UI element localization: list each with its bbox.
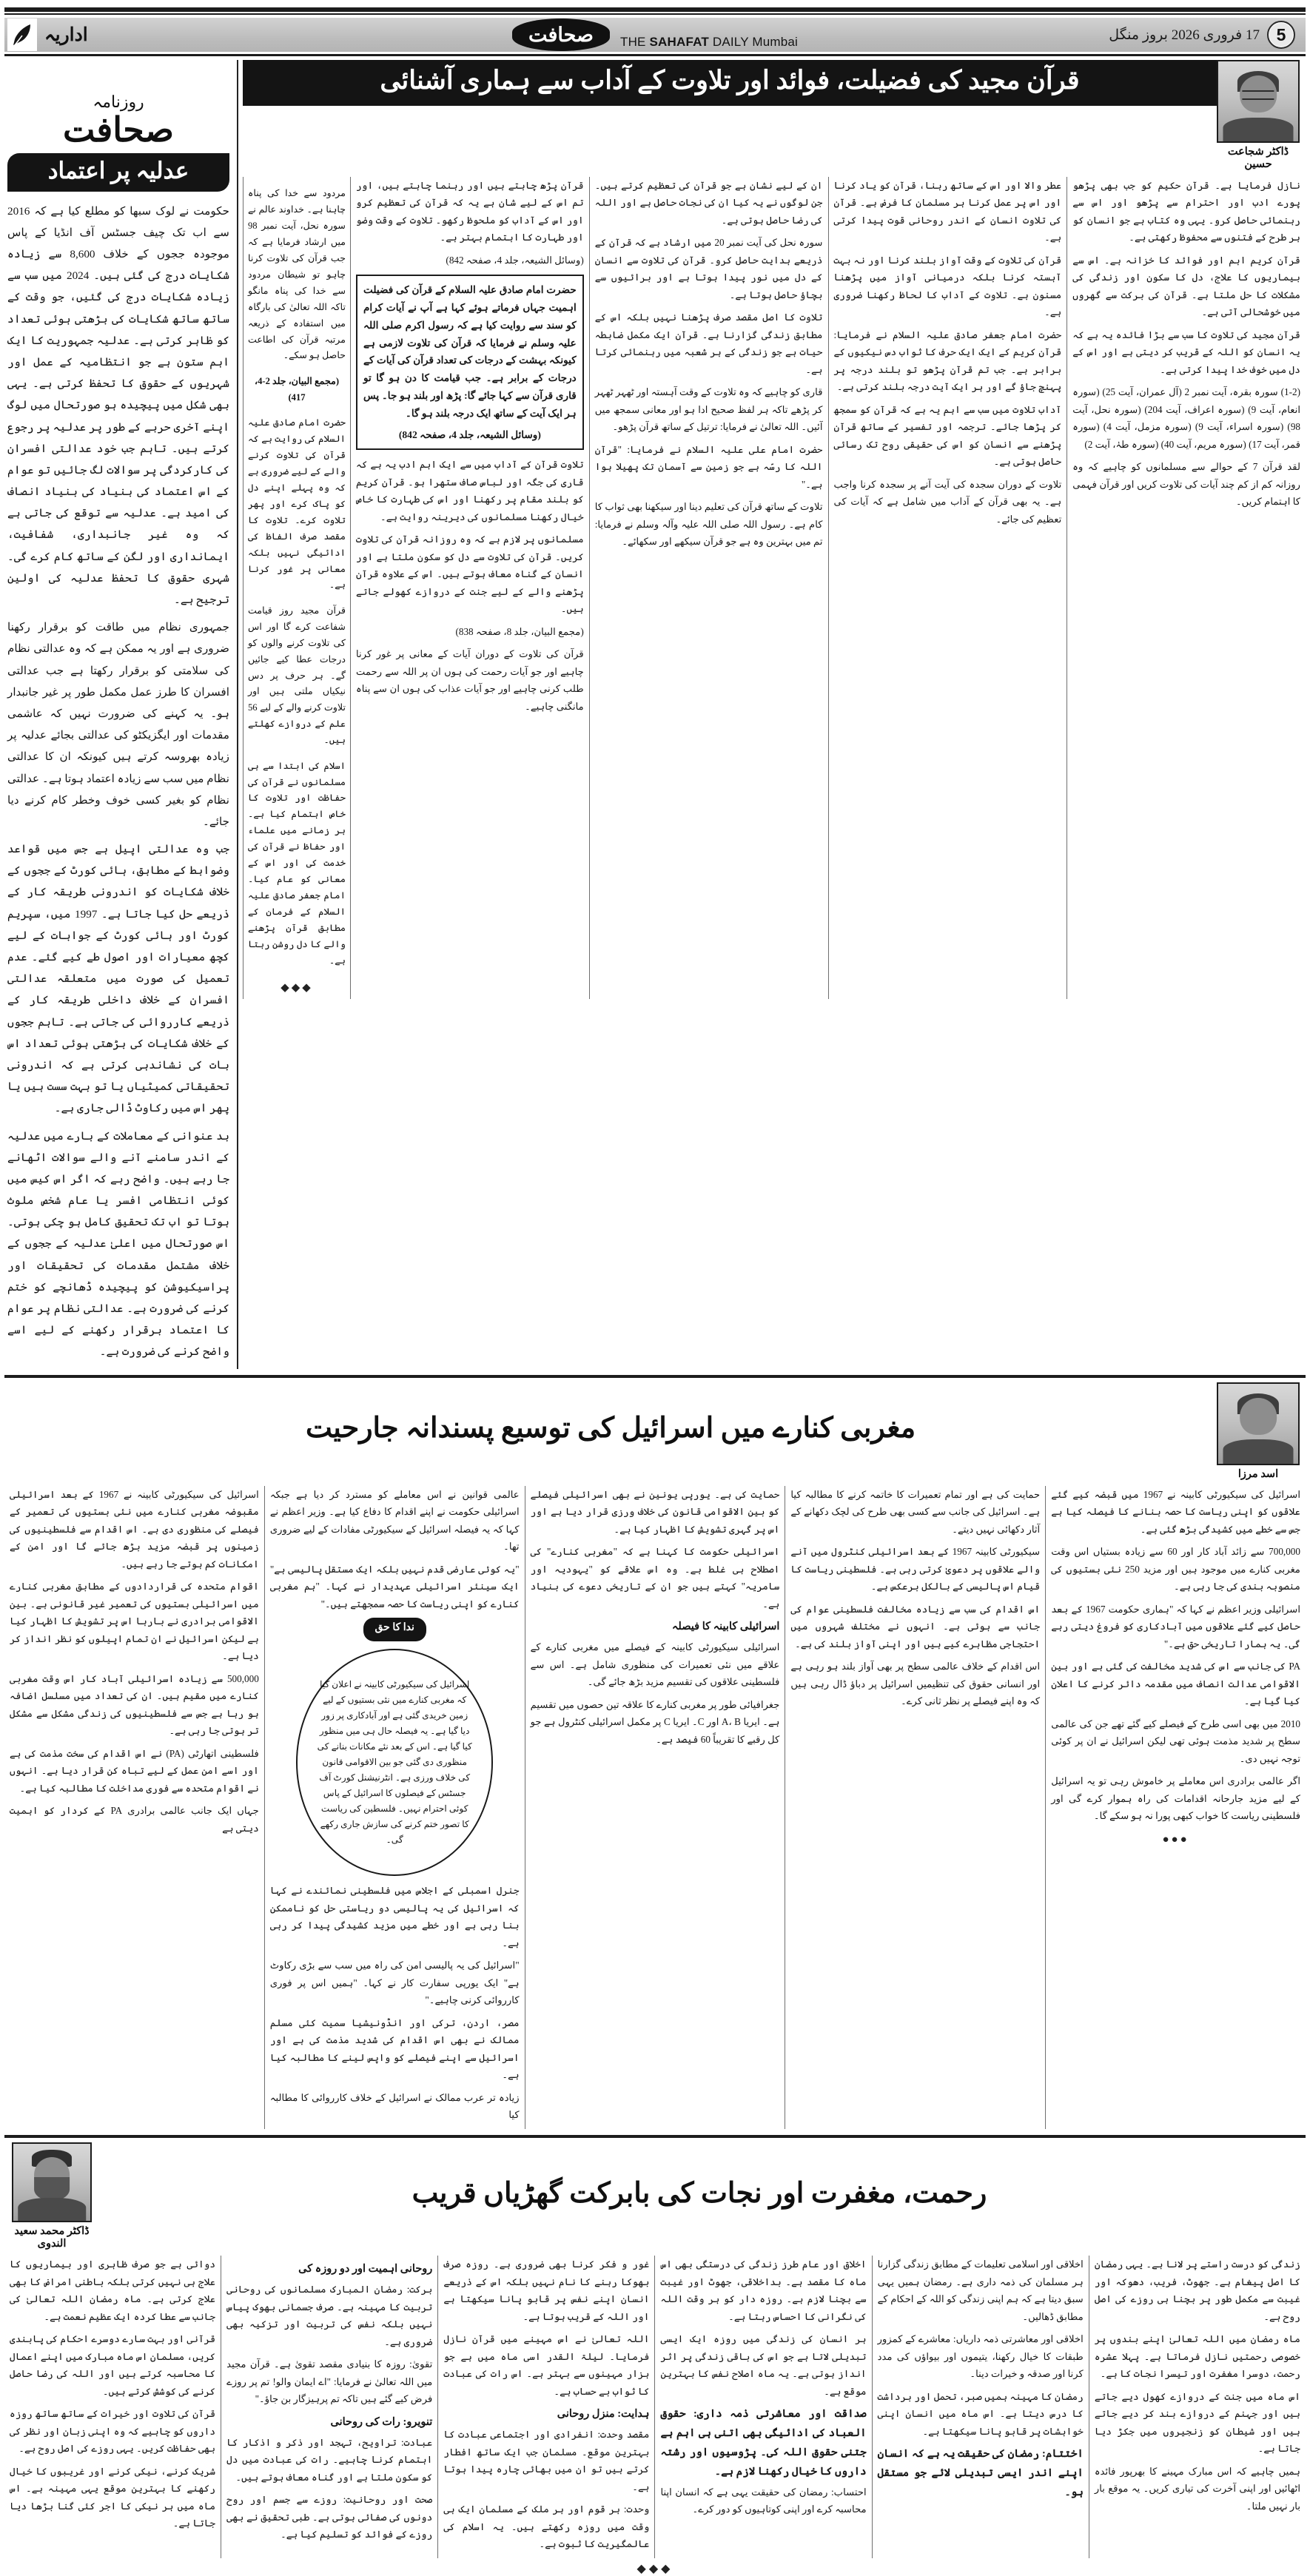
paragraph: قرآن کی تلاوت کے دوران آیات کے معانی پر غور کرنا چاہیے اور جو آیات رحمت کی ہوں ان پر اللہ سے رحمت طلب کرنی چاہیے اور جو آیات عذاب کی ہوں ان سے پناہ مانگنی چاہیے۔ xyxy=(356,648,584,712)
masthead-right xyxy=(4,19,88,51)
column-divider xyxy=(237,60,238,1369)
paragraph: اقوام متحدہ کی قراردادوں کے مطابق مغربی کنارے میں اسرائیلی بستیوں کی تعمیر غیر قانونی ہے۔ بین الاقوامی برادری نے بارہا اس پر تشویش کا اظہار کیا ہے لیکن اسرائیل نے ان تمام اپیلوں کو نظر انداز کر دیا ہے۔ xyxy=(10,1581,259,1662)
paragraph: بد عنوانی کے معاملات کے بارے میں عدلیہ کے اندر سامنے آنے والے سوالات اٹھانے جا رہے ہیں۔ واضح رہے کہ اگر اس کیس میں کوئی انتظامی افسر یا عام شخص ملوث ہوتا تو اب تک تحقیق کامل ہو چکی ہوتی۔ اس صورتحال میں اعلیٰ عدلیہ کے ججوں کے خلاف مشتمل مقدمات کی تحقیقات اور پراسیکیوشن کو پیچیدہ ڈھانچے کو ختم کرنے کی ضرورت ہے۔ عدالتی نظام پر عوام کا اعتماد برقرار رکھنے کے لیے اسے واضح کرنے کی ضرورت ہے۔ xyxy=(7,1129,229,1359)
paragraph: عبادت: تراویح، تہجد اور ذکر و اذکار کا اہتمام کرنا چاہیے۔ رات کی عبادت میں دل کو سکون ملتا ہے اور گناہ معاف ہوتے ہیں۔ xyxy=(226,2436,433,2483)
section-label: اداریہ xyxy=(44,25,88,45)
page-number-badge: 5 xyxy=(1267,21,1295,49)
tagline-brand: SAHAFAT xyxy=(649,35,709,49)
article-ramadan-author-block xyxy=(10,2142,93,2251)
masthead-top-rule xyxy=(4,7,1306,12)
article-ramadan-subhead: تنویرو: رات کی روحانی xyxy=(330,2415,433,2428)
paragraph: جنرل اسمبلی کے اجلاس میں فلسطینی نمائندے نے کہا کہ اسرائیل کی یہ پالیسی دو ریاستی حل کو ناممکن بنا رہی ہے اور خطے میں مزید کشیدگی پیدا کر رہی ہے۔ xyxy=(269,1885,520,1948)
article-quran-header xyxy=(243,60,1306,172)
article-ramadan-headline: رحمت، مغفرت اور نجات کی بابرکت گھڑیاں قریب xyxy=(412,2177,987,2209)
tagline-suffix: DAILY Mumbai xyxy=(708,35,799,49)
paragraph: نازل فرمایا ہے۔ قرآن حکیم کو جب بھی پڑھو پورے ادب اور احترام سے پڑھو اور اس سے رہنمائی حاصل کرو۔ یہی وہ کتاب ہے جو انسان کو ہر طرح کے فتنوں سے محفوظ رکھتی ہے۔ xyxy=(1072,179,1300,243)
paragraph: تلاوت کے ساتھ قرآن کی تعلیم دینا اور سیکھنا بھی ثواب کا کام ہے۔ رسول اللہ صلی اللہ علیہ وآلہ وسلم نے فرمایا: تم میں بہترین وہ ہے جو قرآن سیکھے اور سکھائے۔ xyxy=(594,501,823,548)
paragraph: احتساب: رمضان کی حقیقت یہی ہے کہ انسان اپنا محاسبہ کرے اور اپنی کوتاہیوں کو دور کرے۔ xyxy=(660,2486,867,2515)
article-ramadan-subhead: ہدایت: منزل روحانی xyxy=(557,2408,650,2421)
paragraph: ان کے لیے نشان ہے جو قرآن کی تعظیم کرتے ہیں۔ جن لوگوں نے یہ کیا ان کی نجات حاصل ہے اور اللہ کی رضا حاصل ہوتی ہے۔ xyxy=(594,179,823,226)
tagline-prefix: THE xyxy=(619,35,650,49)
band-divider-1 xyxy=(4,1375,1306,1378)
band-divider-2 xyxy=(4,2135,1306,2138)
article-westbank-header xyxy=(4,1382,1306,1481)
pullquote-text: حضرت امام صادق علیہ السلام کے قرآن کی فضیلت اہمیت جہاں فرماتے ہوئے کہا ہے آپ نے آیات کرام کو سند سے روایت کیا ہے کہ رسول اکرم صلی اللہ علیہ وسلم نے فرمایا کہ قرآن کی تلاوت لازمی ہے کیونکہ بہشت کے درجات کی تعداد قرآن کی آیات کے درجات کے برابر ہے۔ جب قیامت کا دن ہو گا تو قاری قرآن سے کہا جائے گا: پڑھ اور بلند ہو جا۔ پس ہر ایک آیت کے ساتھ ایک درجہ بلند ہو گا۔ xyxy=(363,284,577,419)
paragraph: اسرائیلی سیکیورٹی کابینہ کے فیصلے میں مغربی کنارے کے علاقے میں نئی تعمیرات کی منظوری شامل ہے۔ اس سے فلسطینی علاقوں کی تقسیم مزید بڑھ جائے گی۔ xyxy=(530,1641,780,1688)
paragraph: صحت اور روحانیت: روزے سے جسم اور روح دونوں کی صفائی ہوتی ہے۔ طبی تحقیق نے بھی روزے کے فوائد کو تسلیم کیا ہے۔ xyxy=(226,2494,433,2540)
article-ramadan-col-4 xyxy=(654,2256,871,2557)
paragraph: تلاوت کا اصل مقصد صرف پڑھنا نہیں بلکہ اس کے مطابق زندگی گزارنا ہے۔ قرآن ایک مکمل ضابطہ حیات ہے جو زندگی کے ہر شعبہ میں رہنمائی کرتا ہے۔ xyxy=(594,312,823,375)
article-ramadan-byline: ڈاکٹر محمد سعید الندوی xyxy=(14,2224,90,2250)
article-quran-lead-column xyxy=(243,177,350,999)
masthead-tagline xyxy=(620,35,798,50)
author-photo xyxy=(12,2142,92,2222)
paragraph: (مجمع البیان، جلد 8، صفحہ 838) xyxy=(455,625,584,637)
paragraph: اسلام کی ابتدا سے ہی مسلمانوں نے قرآن کی حفاظت اور تلاوت کا خاص اہتمام کیا ہے۔ ہر زمانے میں علماء اور حفاظ نے قرآن کی خدمت کی اور اس کے معانی کو عام کیا۔ امام جعفر صادق علیہ السلام کے فرمان کے مطابق قرآن پڑھنے والے کا دل روشن رہتا ہے۔ xyxy=(248,760,346,966)
paragraph: مصر، اردن، ترکی اور انڈونیشیا سمیت کئی مسلم ممالک نے بھی اس اقدام کی شدید مذمت کی ہے اور اسرائیل سے اپنے فیصلے کو واپس لینے کا مطالبہ کیا ہے۔ xyxy=(269,2017,520,2081)
editorial-headline: عدلیہ پر اعتماد xyxy=(7,153,229,192)
article-quran-col-2 xyxy=(589,177,828,999)
quill-pen-icon xyxy=(7,19,37,51)
paragraph: اللہ تعالیٰ نے اس مہینے میں قرآن نازل فرمایا۔ لیلۃ القدر اسی ماہ میں ہے جو ہزار مہینوں سے بہتر ہے۔ اس رات کی عبادت کا ثواب بے حساب ہے۔ xyxy=(443,2333,650,2397)
article-ramadan-header xyxy=(4,2142,1306,2251)
masthead-left xyxy=(1109,21,1306,49)
paragraph: 2010 میں بھی اسی طرح کے فیصلے کیے گئے تھے جن کی عالمی سطح پر شدید مذمت ہوئی تھی لیکن اسرائیل نے ان پر کوئی توجہ نہیں دی۔ xyxy=(1051,1718,1300,1764)
article-quran-columns xyxy=(243,177,1306,999)
paragraph: حضرت امام جعفر صادق علیہ السلام نے فرمایا: قرآن کریم کے ایک ایک حرف کا ثواب دس نیکیوں کے برابر ہے۔ جب تم قرآن پڑھو تو بلند درجہ پر پہنچ جاؤ گے اور ہر ایک آیت درجہ بلند کرتی ہے۔ xyxy=(833,329,1062,393)
article-quran-headline: قرآن مجید کی فضیلت، فوائد اور تلاوت کے آداب سے ہماری آشنائی xyxy=(243,60,1217,106)
paragraph: وحدت: ہر قوم اور ہر ملک کے مسلمان ایک ہی وقت میں روزہ رکھتے ہیں۔ یہ اسلام کی عالمگیریت کا ثبوت ہے۔ xyxy=(443,2503,650,2550)
editorial-rail xyxy=(4,60,232,1369)
paragraph: حمایت کی ہے۔ یورپی یونین نے بھی اسرائیلی فیصلے کو بین الاقوامی قانون کی خلاف ورزی قرار دیا ہے اور اس پر گہری تشویش کا اظہار کیا ہے۔ xyxy=(530,1488,780,1535)
paragraph: قرآنی اور بہت سارے دوسرے احکام کی پابندی کریں، مسلمان اس ماہ مبارک میں اپنے اعمال کا محاسبہ کرتے ہیں اور اللہ کی رضا حاصل کرنے کی کوشش کرتے ہیں۔ xyxy=(9,2333,216,2397)
paragraph: جغرافیائی طور پر مغربی کنارے کا علاقہ تین حصوں میں تقسیم ہے۔ ایریا A، B اور C۔ ایریا C پر مکمل اسرائیلی کنٹرول ہے جو کل رقبے کا تقریباً 60 فیصد ہے۔ xyxy=(530,1698,780,1745)
pullquote-source: (وسائل الشیعہ، جلد 4، صفحہ 842) xyxy=(398,428,541,440)
paragraph: رمضان کا مہینہ ہمیں صبر، تحمل اور برداشت کا درس دیتا ہے۔ اس ماہ میں انسان اپنی خواہشات پر قابو پانا سیکھتا ہے۔ xyxy=(877,2390,1084,2437)
paragraph: آداب تلاوت میں سب سے اہم یہ ہے کہ قرآن کو سمجھ کر پڑھا جائے۔ ترجمہ اور تفسیر کے ساتھ قرآن پڑھنے سے انسان کو اس کی حقیقی روح تک رسائی حاصل ہوتی ہے۔ xyxy=(833,403,1062,468)
paragraph: "اسرائیل کی یہ پالیسی امن کی راہ میں سب سے بڑی رکاوٹ ہے" ایک یورپی سفارت کار نے کہا۔ "ہمیں اس پر فوری کارروائی کرنی چاہیے۔" xyxy=(269,1960,520,2006)
paragraph: قرآن کی تلاوت اور خیرات کے ساتھ ساتھ روزہ داروں کو چاہیے کہ وہ اپنی زبان اور نظر کی بھی حفاظت کریں۔ یہی روزے کی اصل روح ہے۔ xyxy=(9,2408,216,2455)
paragraph: اس اقدام کے خلاف عالمی سطح پر بھی آواز بلند ہو رہی ہے اور انسانی حقوق کی تنظیمیں اسرائیل پر دباؤ ڈال رہی ہیں کہ وہ اپنے فیصلے پر نظر ثانی کرے۔ xyxy=(790,1661,1041,1707)
article-ramadan-col-3 xyxy=(437,2256,654,2557)
paragraph: تقویٰ: روزہ کا بنیادی مقصد تقویٰ ہے۔ قرآن مجید میں اللہ تعالیٰ نے فرمایا: "اے ایمان والو! تم پر روزے فرض کیے گئے ہیں تاکہ تم پرہیزگار بن جاؤ۔" xyxy=(226,2358,433,2405)
paragraph: اخلاقی اور معاشرتی ذمہ داریاں: معاشرے کے کمزور طبقات کا خیال رکھنا، یتیموں اور بیواؤں کی مدد کرنا اور صدقہ و خیرات دینا۔ xyxy=(877,2333,1084,2380)
paragraph: حمایت کی ہے اور تمام تعمیرات کا خاتمہ کرنے کا مطالبہ کیا ہے۔ اسرائیل کی جانب سے کسی بھی طرح کی لچک دکھانے کے آثار دکھائی نہیں دیتے۔ xyxy=(790,1488,1041,1535)
article-ramadan-col-1 xyxy=(4,2256,221,2557)
paragraph: "یہ کوئی عارضی قدم نہیں بلکہ ایک مستقل پالیسی ہے" ایک سینئر اسرائیلی عہدیدار نے کہا۔ "ہم مغربی کنارے کو اپنی ریاست کا حصہ سمجھتے ہیں۔" xyxy=(269,1563,520,1610)
paragraph: جمہوری نظام میں طاقت کو برقرار رکھنا ضروری ہے اور یہ ممکن ہے کہ وہ عدالتی نظام کی سلامتی کو برقرار رکھتا ہے جب عدالتی افسران کا طرز عمل مکمل طور پر غیر جانبدار ہو۔ یہ کہنے کی ضرورت نہیں کہ عاشمی مقدمات اور ایگزیکٹو کی عدالتی بجائے عدلیہ پر زیادہ بھروسہ کرتے ہیں کیونکہ ان کا عدالتی نظام میں سب سے زیادہ اعتماد ہوتا ہے۔ عدالتی نظام کو بغیر کسی خوف وخطر کام کرنے دیا جائے۔ xyxy=(7,621,229,828)
paragraph: اسرائیلی وزیر اعظم نے کہا کہ "ہماری حکومت 1967 کے بعد حاصل کیے گئے علاقوں میں آبادکاری کو فروغ دیتی رہے گی۔ یہ ہمارا تاریخی حق ہے۔" xyxy=(1051,1603,1300,1649)
paragraph: سیکیورٹی کابینہ 1967 کے بعد اسرائیلی کنٹرول میں آنے والے علاقوں پر دعویٰ کرتی رہی ہے۔ فلسطینی ریاست کا قیام اس پالیسی کے بالکل برعکس ہے۔ xyxy=(790,1546,1041,1593)
editorial-logo: صحافت xyxy=(63,111,174,149)
article-westbank-subhead: اسرائیلی کابینہ کا فیصلہ xyxy=(671,1621,780,1633)
paragraph: زندگی کو درست راستے پر لانا ہے۔ یہی رمضان کا اصل پیغام ہے۔ جھوٹ، فریب، دھوکہ اور غیبت سے مکمل طور پر بچنا ہی روزے کی اصل روح ہے۔ xyxy=(1094,2259,1300,2322)
article-westbank xyxy=(4,1382,1306,2129)
publication-date: 17 فروری 2026 بروز منگل xyxy=(1109,27,1260,43)
article-quran-col-3 xyxy=(828,177,1067,999)
callout-tag: ندا کا حق xyxy=(363,1618,426,1641)
paragraph: اس ماہ میں جنت کے دروازے کھول دیے جاتے ہیں اور جہنم کے دروازے بند کر دیے جاتے ہیں اور شیطان کو زنجیروں میں جکڑ دیا جاتا ہے۔ xyxy=(1094,2390,1300,2455)
masthead-logo: صحافت xyxy=(512,19,610,51)
paragraph: حضرت امام علی علیہ السلام نے فرمایا: "قرآن اللہ کا رسّہ ہے جو زمین سے آسمان تک پھیلا ہوا ہے۔" xyxy=(594,443,823,490)
paragraph: برکت: رمضان المبارک مسلمانوں کی روحانی تربیت کا مہینہ ہے۔ صرف جسمانی بھوک پیاس نہیں بلکہ نفس کی تربیت اور تزکیہ بھی ضروری ہے۔ xyxy=(226,2284,433,2347)
masthead xyxy=(4,18,1306,52)
article-ramadan-subhead: اختتام: رمضان کی حقیقت یہ ہے کہ انسان اپنے اندر ایسی تبدیلی لائے جو مستقل ہو۔ xyxy=(877,2448,1084,2499)
paragraph: زیادہ تر عرب ممالک نے اسرائیل کے خلاف کارروائی کا مطالبہ کیا xyxy=(269,2091,520,2121)
article-westbank-callout: اسرائیل کی سیکیورٹی کابینہ نے اعلان کیا کہ مغربی کنارے میں نئی بستیوں کے لیے زمین خریدی گئی ہے اور آبادکاری پر زور دیا گیا ہے۔ یہ فیصلہ حال ہی میں منظور کیا گیا ہے۔ اس کے بعد نئے مکانات بنانے کی منظوری دی گئی جو بین الاقوامی قانون کی خلاف ورزی ہے۔ انٹرنیشنل کورٹ آف جسٹس کے فیصلوں کا اسرائیل کے پاس کوئی احترام نہیں۔ فلسطین کی ریاست کا تصور ختم کرنے کی سازش جاری رکھے گی۔ xyxy=(296,1649,493,1876)
paragraph: جب وہ عدالتی اپیل ہے جس میں قواعد وضوابط کے مطابق، ہائی کورٹ کے ججوں کے خلاف شکایات کو اندرونی طریقہ کار کے ذریعے حل کیا جاتا ہے۔ 1997 میں، سپریم کورٹ اور ہائی کورٹ کے جوابات کے لیے کچھ معیارات اور اصول طے کیے گئے۔ عدم تعمیل کی صورت میں متعلقہ عدالتی افسران کے خلاف داخلی طریقہ کار کے ذریعے کارروائی کی جاتی ہے۔ تاہم ججوں کے خلاف شکایات کی بڑھتی ہوئی تعداد اس بات کی نشاندہی کرتی ہے کہ اندرونی تحقیقاتی کمیٹیاں یا تو بہت سست ہیں یا پھر اس میں رکاوٹ ڈالی جاری ہے۔ xyxy=(7,843,229,1115)
article-westbank-headline: مغربی کنارے میں اسرائیل کی توسیع پسندانہ جارحیت xyxy=(305,1412,916,1444)
paragraph: اگر عالمی برادری اس معاملے پر خاموش رہی تو یہ اسرائیل کے لیے مزید جارحانہ اقدامات کی راہ ہموار کرے گی اور فلسطینی ریاست کا خواب کبھی پورا نہ ہو سکے گا۔ xyxy=(1051,1775,1300,1822)
section-dots: ●●● xyxy=(1162,1833,1189,1846)
article-quran-byline: ڈاکٹر شجاعت حسین xyxy=(1227,146,1289,171)
article-ramadan-subhead: روحانی اہمیت اور دو روزہ کی xyxy=(298,2263,433,2276)
article-westbank-col-3 xyxy=(525,1486,785,2129)
editorial-body xyxy=(7,201,229,1363)
article-westbank-col-1 xyxy=(4,1486,264,2129)
article-quran-pullquote xyxy=(356,275,584,450)
paragraph: لقد قرآن 7 کے حوالے سے مسلمانوں کو چاہیے کہ وہ روزانہ کم از کم چند آیات کی تلاوت کریں اور قرآن فہمی کا اہتمام کریں۔ xyxy=(1072,461,1300,508)
masthead-center xyxy=(512,19,798,51)
portrait-graphic xyxy=(1218,1384,1298,1464)
paragraph: قاری کو چاہیے کہ وہ تلاوت کے وقت آہستہ اور ٹھہر ٹھہر کر پڑھے تاکہ ہر لفظ صحیح ادا ہو اور معانی سمجھ میں آئیں۔ اللہ تعالیٰ نے فرمایا: ترتیل کے ساتھ قرآن پڑھو۔ xyxy=(594,386,823,433)
article-ramadan-col-6 xyxy=(1089,2256,1306,2557)
article-ramadan-subhead: صداقت اور معاشرتی ذمہ داری: حقوق العباد کی ادائیگی بھی اتنی ہی اہم ہے جتنی حقوق اللہ کی۔ پڑوسیوں اور رشتہ داروں کا خیال رکھنا لازم ہے۔ xyxy=(660,2408,867,2478)
paragraph: سورہ نحل کی آیت نمبر 20 میں ارشاد ہے کہ قرآن کے ذریعے ہدایت حاصل کرو۔ قرآن کی تلاوت سے انسان کے دل میں نور پیدا ہوتا ہے اور برائیوں سے بچاؤ حاصل ہوتا ہے۔ xyxy=(594,237,823,300)
paragraph: اس اقدام کی سب سے زیادہ مخالفت فلسطینی عوام کی جانب سے ہوئی ہے۔ انہوں نے مختلف شہروں میں احتجاجی مظاہرے کیے ہیں اور اپنی آواز بلند کی ہے۔ xyxy=(790,1603,1041,1649)
article-westbank-byline: اسد مرزا xyxy=(1237,1467,1279,1480)
paragraph: ہر انسان کی زندگی میں روزہ ایک ایسی تبدیلی لاتا ہے جو اس کی باقی زندگی پر اثر انداز ہوتی ہے۔ یہ ماہ اصلاح نفس کا بہترین موقع ہے۔ xyxy=(660,2333,867,2397)
article-quran-author-block xyxy=(1217,60,1300,172)
article-ramadan xyxy=(4,2142,1306,2576)
paragraph: جہاں ایک جانب عالمی برادری PA کے کردار کو اہمیت دیتی ہے xyxy=(10,1805,259,1834)
article-ramadan-col-5 xyxy=(872,2256,1089,2557)
paragraph: اسرائیل کی سیکیورٹی کابینہ نے 1967 میں قبضہ کیے گئے علاقوں کو اپنی ریاست کا حصہ بنانے کا فیصلہ کیا ہے جس سے خطے میں کشیدگی بڑھ گئی ہے۔ xyxy=(1051,1488,1301,1535)
article-ramadan-columns xyxy=(4,2256,1306,2557)
article-quran-col-1 xyxy=(350,177,589,999)
paragraph: اخلاقی اور اسلامی تعلیمات کے مطابق زندگی گزارنا ہر مسلمان کی ذمہ داری ہے۔ رمضان ہمیں یہی سبق دیتا ہے کہ ہم اپنی زندگی کو اللہ کے احکام کے مطابق ڈھالیں۔ xyxy=(877,2259,1084,2322)
paragraph: قرآن پڑھ چاہتے ہیں اور رہنما چاہتے ہیں، اور تم اس کے لیے شان ہے یہ کہ قرآن کی تعظیم کرو اور اس کے آداب کو ملحوظ رکھو۔ تلاوت کے وقت وضو اور طہارت کا اہتمام بہتر ہے۔ xyxy=(356,179,584,243)
paragraph: قرآن مجید روز قیامت شفاعت کرے گا اور اس کی تلاوت کرنے والوں کو درجات عطا کیے جائیں گے۔ ہر حرف پر دس نیکیاں ملتی ہیں اور تلاوت کرنے والے کے لیے 56 علم کے دروازے کھلتے ہیں۔ xyxy=(248,605,346,746)
article-westbank-columns xyxy=(4,1486,1306,2129)
paragraph: فلسطینی اتھارٹی (PA) نے اس اقدام کی سخت مذمت کی ہے اور اسے امن عمل کے لیے تباہ کن قرار دیا ہے۔ انہوں نے اقوام متحدہ سے فوری مداخلت کا مطالبہ کیا ہے۔ xyxy=(10,1747,259,1794)
paragraph: (1-2) سورہ بقرہ، آیت نمبر 2 (آل عمران، آیت 25) (سورہ انعام، آیت 9) (سورہ اعراف، آیت 204) (سورہ نحل، آیت 98) (سورہ اسراء، آیت 9) (سورہ مزمل، آیت 4) (سورہ قمر، آیت 17) (سورہ مریم، آیت 40) (سورہ طہٰ، آیت 2) xyxy=(1072,386,1301,450)
editorial-kicker: روزنامہ xyxy=(93,93,144,111)
paragraph: اخلاق اور عام طرز زندگی کی درستگی بھی اس ماہ کا مقصد ہے۔ بداخلاقی، جھوٹ اور غیبت سے بچنا لازم ہے۔ روزہ دار کو ہر وقت اللہ کی نگرانی کا احساس رہتا ہے۔ xyxy=(660,2259,867,2322)
paragraph: ہمیں چاہیے کہ اس مبارک مہینے کا بھرپور فائدہ اٹھائیں اور اپنی آخرت کی تیاری کریں۔ یہ موقع بار بار نہیں ملتا۔ xyxy=(1094,2465,1300,2512)
article-westbank-col-2 xyxy=(264,1486,525,2129)
section-dots: ◆◆◆ xyxy=(281,982,313,995)
article-westbank-col-4 xyxy=(785,1486,1045,2129)
paragraph: ماہ رمضان میں اللہ تعالیٰ اپنے بندوں پر خصوصی رحمتیں نازل فرماتا ہے۔ پہلا عشرہ رحمت، دوسرا مغفرت اور تیسرا نجات کا ہے۔ xyxy=(1094,2333,1300,2380)
paragraph: حکومت نے لوک سبھا کو مطلع کیا ہے کہ 2016 سے اب تک چیف جسٹس آف انڈیا کے پاس موجودہ ججوں کے خلاف 8,600 سے زیادہ شکایات درج کی گئی ہیں۔ 2024 میں سب سے زیادہ شکایات درج کی گئیں، جو وقت کے ساتھ ساتھ شکایات کی بڑھتی ہوئی تعداد کو ظاہر کرتی ہے۔ عدلیہ جمہوریت کا ایک اہم ستون ہے جو انتظامیہ کے عمل اور شہریوں کے حقوق کا تحفظ کرتی ہے۔ یہی بھی شکل میں پیچیدہ ہو صورتحال میں لوگ اپنے آخری حربے کے طور پر عدلیہ پر رجوع کرتے ہیں۔ تاہم جب خود عدالتی افسران کی کارکردگی پر سوالات لگ جائیں تو عوام کے اس اعتماد کی بنیاد کی بنیاد انصاف کی امید ہے۔ عدلیہ سے توقع کی جاتی ہے کہ وہ غیر جانبداری، شفافیت، ایمانداری اور لگن کے ساتھ کام کرے گی۔ شہری حقوق کا تحفظ عدلیہ کی اولین ترجیح ہے۔ xyxy=(7,204,230,607)
author-photo xyxy=(1217,1382,1300,1465)
article-ramadan-col-2 xyxy=(221,2256,437,2557)
paragraph: قرآن کریم اہم اور فوائد کا خزانہ ہے۔ اس سے بیماریوں کا علاج، دل کا سکون اور زندگی کی مشکلات کا حل ملتا ہے۔ قرآن کی برکت سے گھروں میں خوشحالی آتی ہے۔ xyxy=(1072,254,1300,318)
paragraph: (وسائل الشیعہ، جلد 4، صفحہ 842) xyxy=(446,254,584,266)
paragraph: قرآن مجید کی تلاوت کا سب سے بڑا فائدہ یہ ہے کہ یہ انسان کو اللہ کے قریب کر دیتی ہے اور اس کے دل میں خوف خدا پیدا کرتی ہے۔ xyxy=(1072,329,1300,375)
paragraph: مسلمانوں پر لازم ہے کہ وہ روزانہ قرآن کی تلاوت کریں۔ قرآن کی تلاوت سے دل کو سکون ملتا ہے اور انسان کے گناہ معاف ہوتے ہیں۔ اس کے علاوہ قرآن پڑھنے والے کے لیے جنت کے دروازے کھولے جاتے ہیں۔ xyxy=(356,534,584,615)
masthead-thin-rule xyxy=(4,13,1306,15)
paragraph: 700,000 سے زائد آباد کار اور 60 سے زیادہ بستیاں اس وقت مغربی کنارے میں موجود ہیں اور مزید 250 نئی بستیوں کی منصوبہ بندی کی جا رہی ہے۔ xyxy=(1051,1546,1300,1593)
page-footer-dots: ◆◆◆ xyxy=(636,2562,674,2575)
article-quran-col-4 xyxy=(1067,177,1306,999)
author-photo xyxy=(1217,60,1300,143)
paragraph: تلاوت کے دوران سجدہ کی آیت آنے پر سجدہ کرنا واجب ہے۔ یہ بھی قرآن کے آداب میں شامل ہے کہ آیات کی تعظیم کی جائے۔ xyxy=(833,478,1062,525)
article-westbank-col-5 xyxy=(1045,1486,1306,2129)
paragraph: اسرائیلی حکومت کا کہنا ہے کہ "مغربی کنارے" کی اصطلاح ہی غلط ہے۔ وہ اس علاقے کو "یہودیہ اور سامریہ" کہتے ہیں جو ان کے تاریخی دعوے کی بنیاد ہے۔ xyxy=(530,1546,780,1610)
paragraph: PA کی جانب سے اس کی شدید مخالفت کی گئی ہے اور بین الاقوامی عدالت انصاف میں مقدمہ دائر کرنے کا اعلان کیا گیا ہے۔ xyxy=(1051,1661,1300,1707)
article-westbank-author-block xyxy=(1217,1382,1300,1481)
paragraph: مردود سے خدا کی پناہ چاہنا ہے۔ خداوند عالم نے سورہ نحل، آیت نمبر 98 میں ارشاد فرمایا ہے کہ جب قرآن کی تلاوت کرنا چاہو تو شیطان مردود سے خدا کی پناہ مانگو تاکہ اللہ تعالیٰ کی بارگاہ میں استفادہ کے ذریعہ مرتبہ قرآن کی اطاعت حاصل ہو سکے۔ xyxy=(248,188,346,361)
band-top xyxy=(4,60,1306,1369)
callout-tag-wrap xyxy=(270,1618,520,1643)
paragraph: مقصد وحدت: انفرادی اور اجتماعی عبادت کا بہترین موقع۔ مسلمان جب ایک ساتھ افطار کرتے ہیں تو ان میں بھائی چارہ پیدا ہوتا ہے۔ xyxy=(443,2429,650,2492)
citation: (مجمع البیان، جلد 2-4، 417) xyxy=(254,375,340,403)
paragraph: غور و فکر کرنا بھی ضروری ہے۔ روزہ صرف بھوکا رہنے کا نام نہیں بلکہ اس کے ذریعے انسان اپنے نفس پر قابو پانا سیکھتا ہے اور اللہ کے قریب ہوتا ہے۔ xyxy=(443,2259,650,2322)
page-body xyxy=(4,60,1306,2576)
paragraph: تلاوت قرآن کے آداب میں سے ایک اہم ادب یہ ہے کہ قاری کی جگہ اور لباس صاف ستھرا ہو۔ قرآن کریم کو بلند مقام پر رکھنا اور اس کی طہارت کا خاص خیال رکھنا مسلمانوں کی دیرینہ روایت ہے۔ xyxy=(356,459,584,522)
masthead-bottom-rule xyxy=(4,54,1306,56)
paragraph: عالمی قوانین نے اس معاملے کو مسترد کر دیا ہے جبکہ اسرائیلی حکومت نے اپنے اقدام کا دفاع کیا ہے۔ وزیر اعظم نے کہا کہ یہ فیصلہ اسرائیل کے سیکیورٹی مفادات کے لیے ضروری تھا۔ xyxy=(269,1488,520,1553)
paragraph: اسرائیل کی سیکیورٹی کابینہ نے 1967 کے بعد اسرائیلی مقبوضہ مغربی کنارے میں نئی بستیوں کی تعمیر کے فیصلے کی منظوری دی ہے۔ اس اقدام سے فلسطینیوں کی زمینوں پر قبضہ مزید بڑھ جائے گا اور امن کے امکانات کم ہوتے جا رہے ہیں۔ xyxy=(10,1488,259,1570)
paragraph: قرآن کی تلاوت کے وقت آواز بلند کرنا اور نہ بہت آہستہ کرنا بلکہ درمیانی آواز میں پڑھنا مسنون ہے۔ تلاوت کے آداب کا لحاظ رکھنا ضروری ہے۔ xyxy=(833,254,1062,318)
portrait-graphic xyxy=(1218,61,1298,141)
paragraph: حضرت امام صادق علیہ السلام کی روایت ہے کہ قرآن کی تلاوت کرنے والے کے لیے ضروری ہے کہ وہ پہلے اپنے دل کو پاک کرے اور پھر تلاوت کرے۔ تلاوت کا مقصد صرف الفاظ کی ادائیگی نہیں بلکہ معانی پر غور کرنا ہے۔ xyxy=(248,417,346,591)
paragraph: عطر والا اور اس کے ساتھ رہنا، قرآن کو یاد کرنا اور اس پر عمل کرنا ہر مسلمان کا فرض ہے۔ قرآن کی تلاوت انسان کے اندر روحانی قوت پیدا کرتی ہے۔ xyxy=(833,179,1062,243)
paragraph: شریک کرنے، نیکی کرنے اور غریبوں کا خیال رکھنے کا بہترین موقع یہی مہینہ ہے۔ اس ماہ میں ہر نیکی کا اجر کئی گنا بڑھا دیا جاتا ہے۔ xyxy=(9,2465,216,2529)
paragraph: 500,000 سے زیادہ اسرائیلی آباد کار اس وقت مغربی کنارے میں مقیم ہیں۔ ان کی تعداد میں مسلسل اضافہ ہو رہا ہے جس سے فلسطینیوں کی زندگی مشکل سے مشکل تر ہوتی جا رہی ہے۔ xyxy=(10,1672,259,1737)
article-quran xyxy=(243,60,1306,1369)
portrait-graphic xyxy=(13,2144,90,2221)
paragraph: دوائی ہے جو صرف ظاہری اور بیماریوں کا علاج ہی نہیں کرتی بلکہ باطنی امراض کا بھی علاج کرتی ہے۔ ماہ رمضان اللہ تعالیٰ کی جانب سے عطا کردہ ایک عظیم نعمت ہے۔ xyxy=(9,2259,216,2322)
